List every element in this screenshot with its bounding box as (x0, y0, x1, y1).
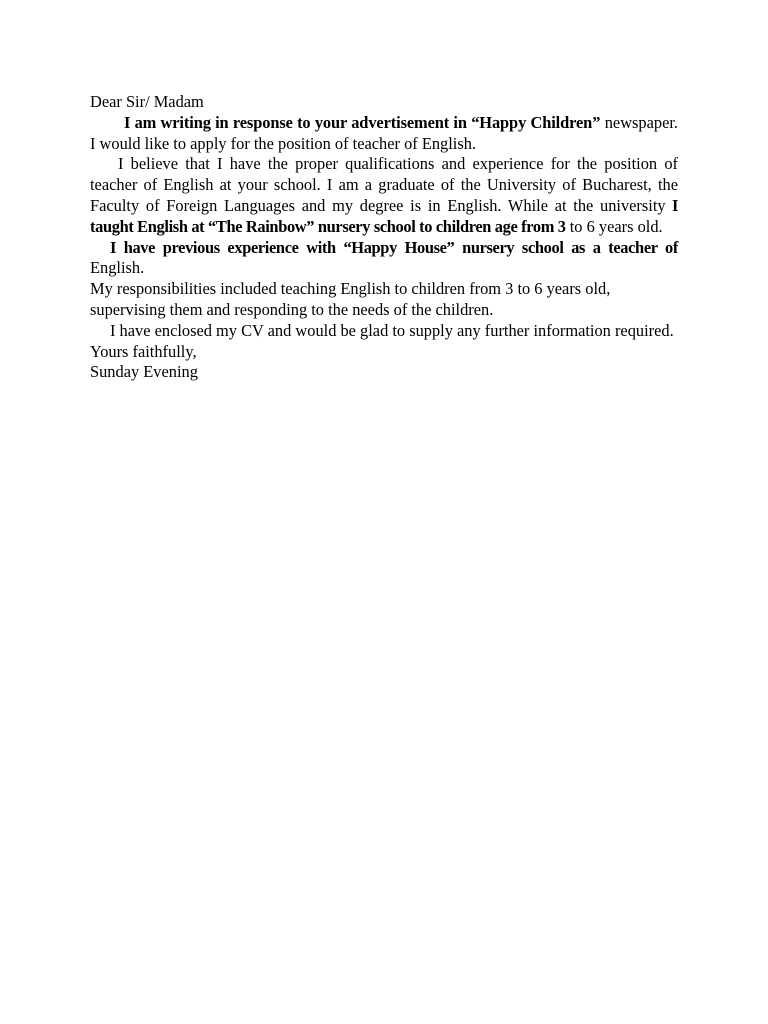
paragraph-experience-bold: I have previous experience with “Happy House” nursery school as a teacher of (110, 237, 678, 257)
signature: Sunday Evening (90, 362, 198, 382)
closing: Yours faithfully, (90, 341, 197, 361)
paragraph-qualifications-text-b: to 6 years old. (565, 216, 663, 236)
paragraph-application-text: newspaper. I would like to apply for the position of teacher of English. (90, 112, 678, 153)
salutation: Dear Sir/ Madam (90, 92, 204, 111)
paragraph-application-bold: I am writing in response to your advertisement in “Happy Children” (124, 112, 601, 132)
letter-document (90, 92, 678, 383)
paragraph-application (90, 113, 678, 155)
paragraph-experience (90, 238, 678, 280)
paragraph-enclosure: I have enclosed my CV and would be glad to supply any further information required. (110, 320, 674, 340)
paragraph-qualifications (90, 154, 678, 237)
paragraph-qualifications-text-a: I believe that I have the proper qualifications and experience for the position of teacher of English at your school. I am a graduate of the University of Bucharest, the Faculty of Foreign Languages and my degree is in English. While at the university (90, 154, 678, 215)
paragraph-experience-text: English. (90, 258, 145, 278)
paragraph-qualifications-bold: I taught English at “The Rainbow” nursery school to children age from 3 (90, 195, 678, 236)
paragraph-responsibilities: My responsibilities included teaching English to children from 3 to 6 years old, supervising them and responding to the needs of the children. (90, 279, 611, 319)
